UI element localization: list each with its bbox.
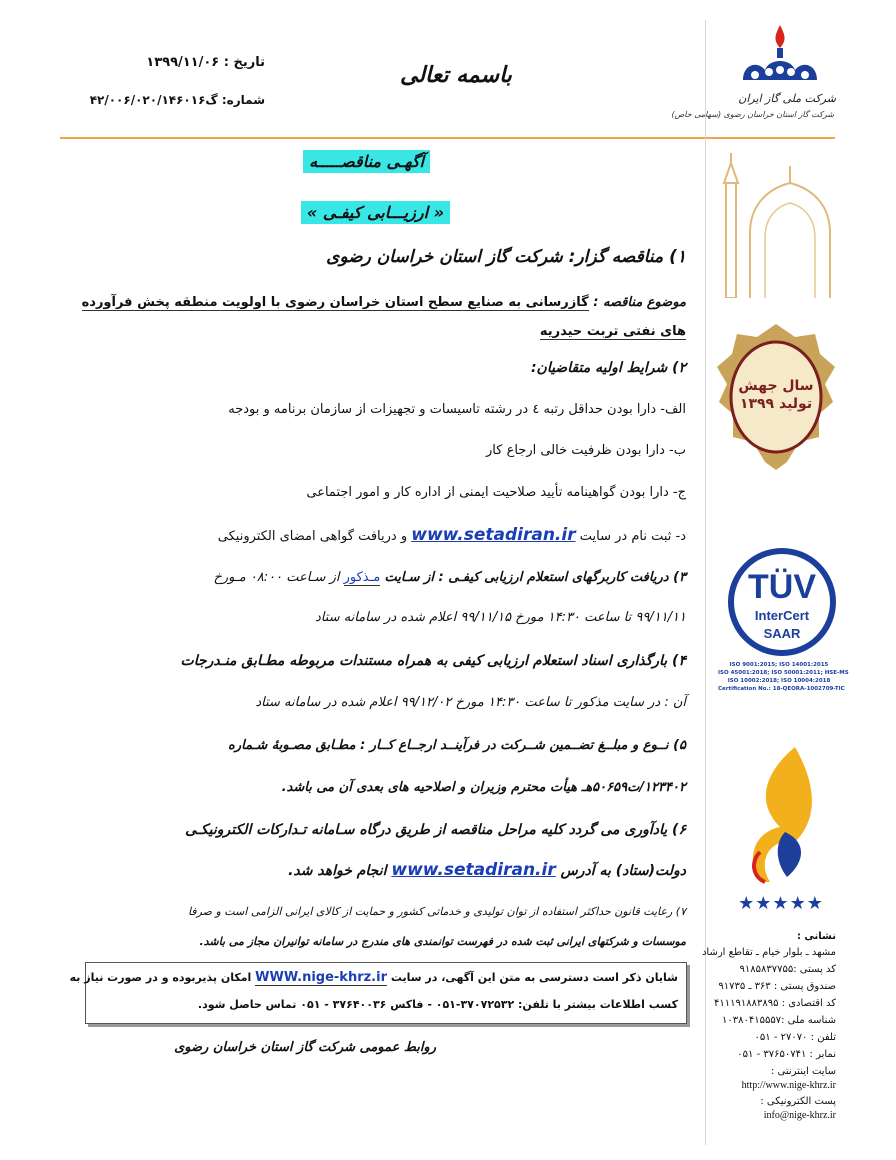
section-3-time: از سـاعت ۰۸:۰۰ مـورخ: [213, 570, 340, 585]
rating-stars: ★★★★★: [727, 893, 835, 915]
section-6-line-1: ۶) یادآوری می گردد کلیه مراحل مناقصه از طریق درگاه سـامانه تـدارکات الکترونیکـی: [185, 822, 686, 838]
nige-khrz-link[interactable]: WWW.nige-khrz.ir: [255, 970, 387, 985]
nigc-flame-icon: [735, 20, 825, 90]
mosque-dome-graphic: [720, 148, 835, 298]
basmala: باسمه تعالی: [400, 62, 512, 88]
section-4-line-2: آن : در سایت مذکور تا ساعت ۱۴:۳۰ مورخ ۹۹/۱۲/۰۲ اعلام شده در سامانه ستاد: [255, 695, 686, 710]
company-subtitle: شرکت گاز استان خراسان رضوی (سهامی خاص): [671, 110, 834, 119]
condition-b: ب- دارا بودن ظرفیت خالی ارجاع کار: [486, 443, 686, 458]
tuv-cert-1: ISO 9001:2015; ISO 14001:2015: [729, 662, 829, 668]
tuv-cert-4: Certification No.: 18-QEORA-1002709-TIC: [718, 686, 845, 692]
notice-subtitle-text: « ارزیـــابی کیفـی »: [301, 201, 450, 224]
notice-subtitle: [280, 203, 450, 222]
section-7-line-2: موسسات و شرکتهای ایرانی ثبت شده در فهرست توانمندی های مندرج در سامانه توانیران مجاز می باشد.: [199, 935, 686, 948]
subject-text: گازرسانی به صنایع سطح استان خراسان رضوی با اولویت منطقه پخش فرآورده: [81, 295, 589, 310]
company-logo: [735, 20, 825, 90]
letter-number: شماره: گ۴۲/۰۰۶/۰۲۰/۱۴۶۰۱۶: [89, 93, 265, 107]
production-leap-badge: [715, 322, 837, 472]
subject-text-2: های نفتی تربت حیدریه: [539, 324, 686, 339]
section-6-line-2: [86, 860, 686, 880]
tuv-certification: [718, 540, 849, 715]
website-link[interactable]: http://www.nige-khrz.ir: [741, 1080, 836, 1091]
po-box: صندوق پستی : ۳۶۳ ـ ۹۱۷۳۵: [718, 981, 836, 992]
section-6-post: انجام خواهد شد.: [288, 863, 387, 879]
subject-label: موضوع مناقصه :: [593, 295, 686, 310]
contact-box-pre: شایان ذکر است دسترسی به متن این آگهی، در سایت: [390, 971, 678, 984]
section-5-line-2: ۱۲۳۴۰۲/ت۵۰۶۵۹هـ هیأت محترم وزیران و اصلاحیه های بعدی آن می باشد.: [281, 780, 686, 795]
setadiran-link[interactable]: www.setadiran.ir: [411, 525, 576, 545]
flame-award-icon: [725, 742, 835, 892]
email-title: پست الکترونیکی :: [760, 1096, 836, 1107]
contact-box: [69, 962, 687, 1024]
conditions-title: ۲) شرایط اولیه متقاضیان:: [530, 360, 686, 376]
fax-number: نمابر : ۳۷۶۵۰۷۴۱ - ۰۵۱: [737, 1049, 836, 1060]
notice-title-text: آگهـی مناقصـــــه: [303, 150, 430, 173]
website-title: سایت اینترنتی :: [770, 1066, 836, 1077]
address-text: مشهد ـ بلوار خیام ـ تقاطع ارشاد: [701, 947, 836, 958]
notice-title: [300, 152, 430, 171]
tuv-title: TÜV: [748, 568, 816, 606]
economic-code: کد اقتصادی : ۴۱۱۱۹۱۸۸۳۸۹۵: [714, 998, 836, 1009]
email-link[interactable]: info@nige-khrz.ir: [763, 1110, 836, 1121]
tenderer-line: ۱) مناقصه گزار: شرکت گاز استان خراسان رضوی: [326, 247, 686, 267]
contact-box-line-1: [69, 970, 678, 985]
public-relations-signature: روابط عمومی شرکت گاز استان خراسان رضوی: [174, 1040, 436, 1055]
dome-icon: [720, 148, 835, 298]
section-3-title: ۳) دریافت کاربرگهای استعلام ارزیابی کیفـی : از سـایت: [384, 570, 686, 585]
tuv-cert-2: ISO 45001:2018; ISO 50001:2011; HSE-MS: [718, 670, 849, 676]
condition-d-post: و دریافت گواهی امضای الکترونیکی: [217, 529, 408, 544]
mentioned-site-link[interactable]: مـذکور: [343, 570, 381, 585]
section-3-line-2: ۹۹/۱۱/۱۱ تا ساعت ۱۴:۳۰ مورخ ۹۹/۱۱/۱۵ اعلام شده در سامانه ستاد: [315, 610, 686, 625]
section-7-line-1: ۷) رعایت قانون حداکثر استفاده از توان تولیدی و خدماتی کشور و حمایت از کالای ایرانی الزامی است و صرفا: [187, 905, 686, 918]
section-5-line-1: ۵) نــوع و مبلــغ تضــمین شــرکت در فرآینــد ارجــاع کــار : مطـابق مصـوبهٔ شـماره: [228, 738, 686, 753]
national-id: شناسه ملی :۱۰۳۸۰۴۱۵۵۵۷: [721, 1015, 836, 1026]
condition-d: [86, 525, 686, 545]
subject-line-2: [86, 324, 686, 339]
badge-text: سال جهش تولید ۱۳۹۹: [738, 378, 814, 412]
condition-c: ج- دارا بودن گواهینامه تأیید صلاحیت ایمنی از اداره کار و امور اجتماعی: [306, 485, 686, 500]
address-title: نشانی :: [796, 931, 836, 942]
tuv-cert-3: ISO 10002:2018; ISO 10004:2018: [727, 678, 831, 684]
company-brand: شرکت ملی گاز ایران: [738, 92, 836, 105]
letter-date: تاریخ : ۱۳۹۹/۱۱/۰۶: [146, 55, 265, 70]
subject-line: [81, 295, 686, 310]
postal-code: کد پستی :۹۱۸۵۸۳۷۷۵۵: [739, 964, 836, 975]
header-divider: [60, 137, 835, 139]
tuv-saar: SAAR: [763, 626, 801, 641]
excellence-award-logo: [725, 742, 835, 892]
phone-number: تلفن : ۲۷۰۷۰ - ۰۵۱: [754, 1032, 836, 1043]
tuv-intercert: InterCert: [754, 608, 810, 623]
condition-a: الف- دارا بودن حداقل رتبه ٤ در رشته تاسیسات و تجهیزات از سازمان برنامه و بودجه: [228, 402, 686, 417]
section-4-line-1: ۴) بارگذاری اسناد استعلام ارزیابی کیفی به همراه مستندات مربوطه مطـابق منـدرجات: [180, 653, 686, 669]
section-3-line-1: [86, 570, 686, 585]
contact-box-post: امکان پذیربوده و در صورت نیاز به: [69, 971, 252, 984]
contact-box-line-2: کسب اطلاعات بیشتر با تلفن: ۳۷۰۷۲۵۳۲-۰۵۱ - فاکس ۳۷۶۴۰۰۳۶ - ۰۵۱ تماس حاصل شود.: [197, 998, 678, 1011]
condition-d-pre: د- ثبت نام در سایت: [579, 529, 686, 544]
setadiran-link-2[interactable]: www.setadiran.ir: [391, 860, 556, 880]
section-6-pre: دولت(ستاد) به آدرس: [560, 863, 686, 879]
